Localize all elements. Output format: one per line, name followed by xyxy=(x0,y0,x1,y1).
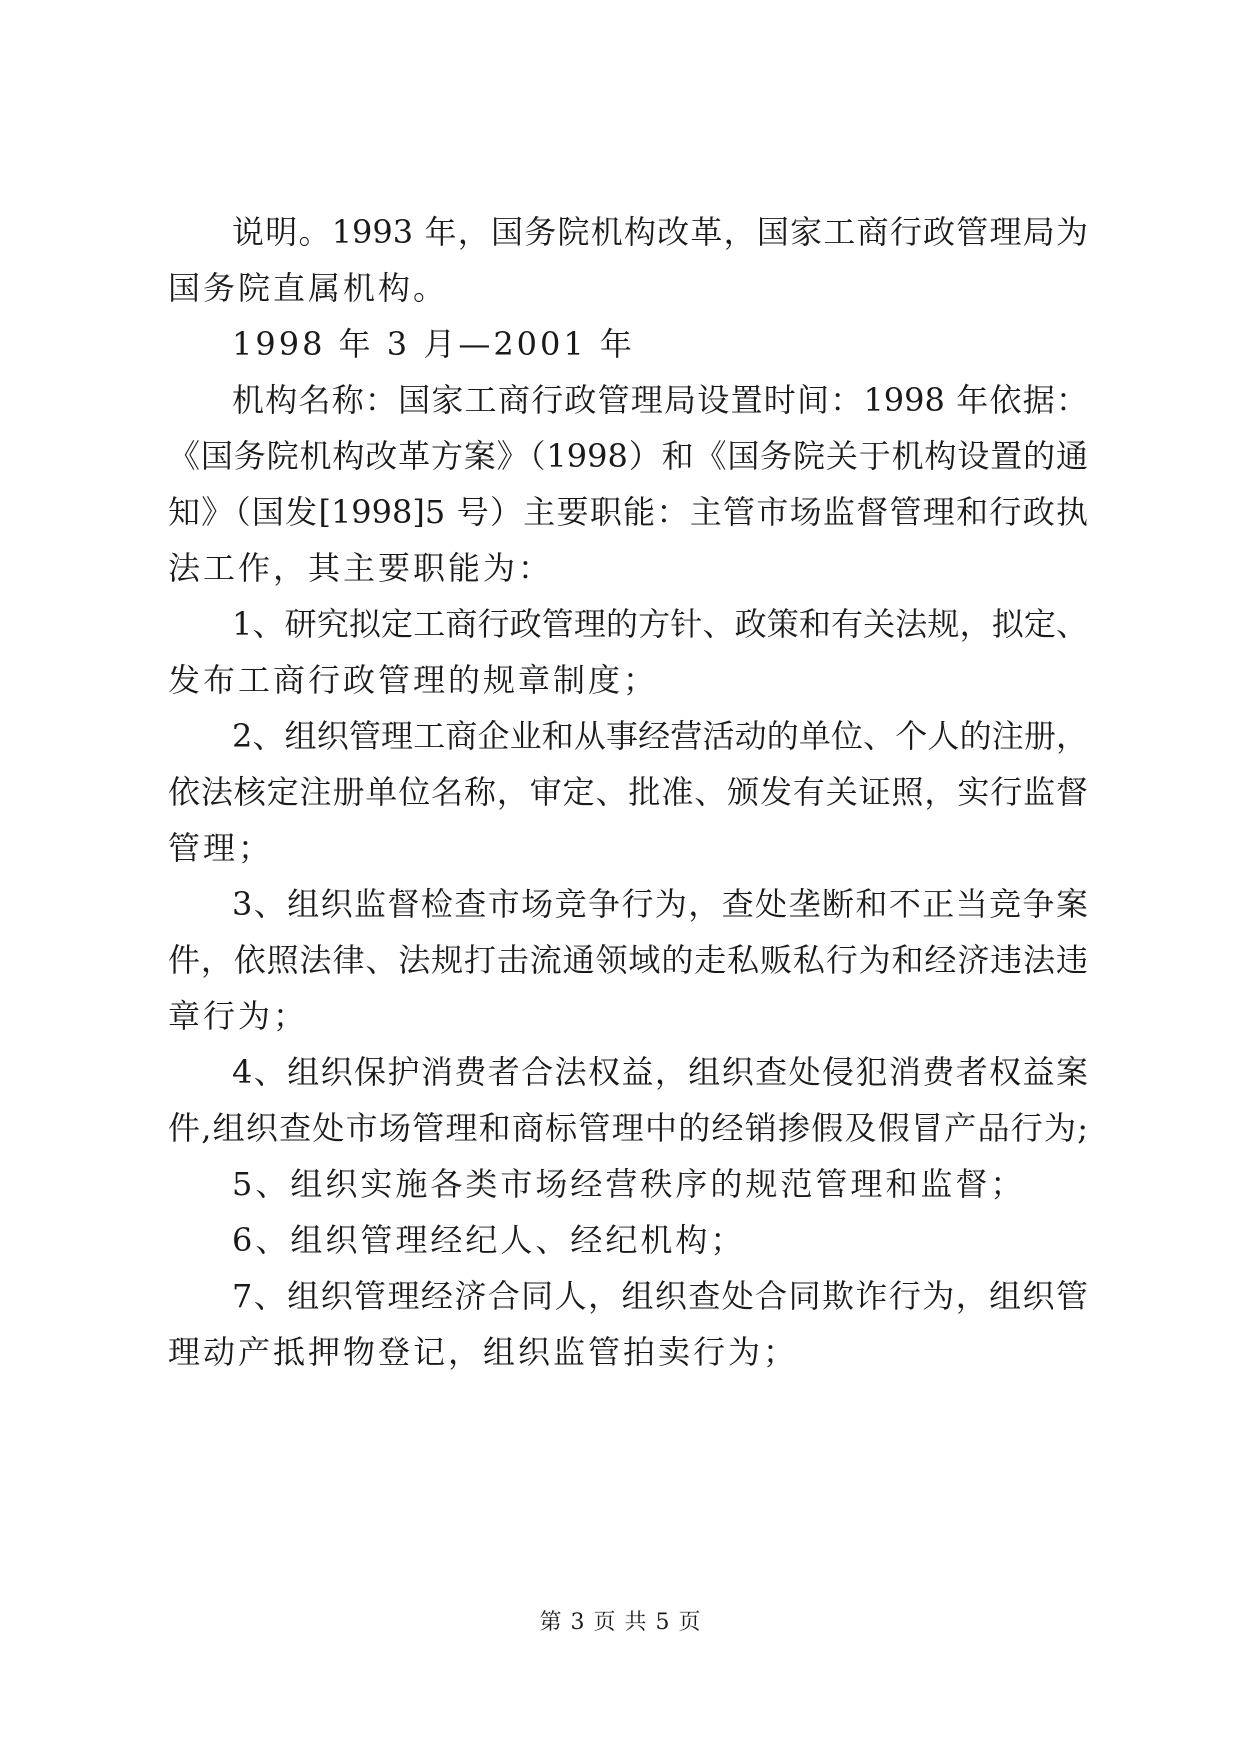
body-line: 2、组织管理工商企业和从事经营活动的单位、个人的注册， xyxy=(232,717,1088,755)
body-line: 依法核定注册单位名称，审定、批准、颁发有关证照，实行监督 xyxy=(168,773,1088,811)
body-line: 1、研究拟定工商行政管理的方针、政策和有关法规，拟定、 xyxy=(232,605,1088,643)
body-line: 国务院直属机构。 xyxy=(168,269,449,307)
body-line: 章行为； xyxy=(168,997,309,1035)
body-line: 管理； xyxy=(168,829,274,867)
body-line: 《国务院机构改革方案》（1998）和《国务院关于机构设置的通 xyxy=(168,437,1088,475)
body-line: 件，依照法律、法规打击流通领域的走私贩私行为和经济违法违 xyxy=(168,941,1088,979)
body-line: 知》（国发[1998]5 号）主要职能：主管市场监督管理和行政执 xyxy=(168,493,1088,531)
body-line: 7、组织管理经济合同人，组织查处合同欺诈行为，组织管 xyxy=(232,1277,1088,1315)
body-line: 件,组织查处市场管理和商标管理中的经销掺假及假冒产品行为; xyxy=(168,1109,1088,1147)
body-line: 3、组织监督检查市场竞争行为，查处垄断和不正当竞争案 xyxy=(232,885,1088,923)
body-line: 5、组织实施各类市场经营秩序的规范管理和监督； xyxy=(232,1165,1026,1203)
body-line: 机构名称：国家工商行政管理局设置时间：1998 年依据： xyxy=(232,381,1088,419)
body-line: 6、组织管理经纪人、经纪机构； xyxy=(232,1221,746,1259)
body-line: 说明。1993 年，国务院机构改革，国家工商行政管理局为 xyxy=(232,213,1088,251)
body-line: 1998 年 3 月—2001 年 xyxy=(232,325,635,363)
body-line: 4、组织保护消费者合法权益，组织查处侵犯消费者权益案 xyxy=(232,1053,1088,1091)
body-line: 理动产抵押物登记，组织监管拍卖行为； xyxy=(168,1333,799,1371)
page-number-footer: 第 3 页 共 5 页 xyxy=(539,1610,702,1635)
body-line: 发布工商行政管理的规章制度； xyxy=(168,661,659,699)
body-line: 法工作，其主要职能为： xyxy=(168,549,554,587)
